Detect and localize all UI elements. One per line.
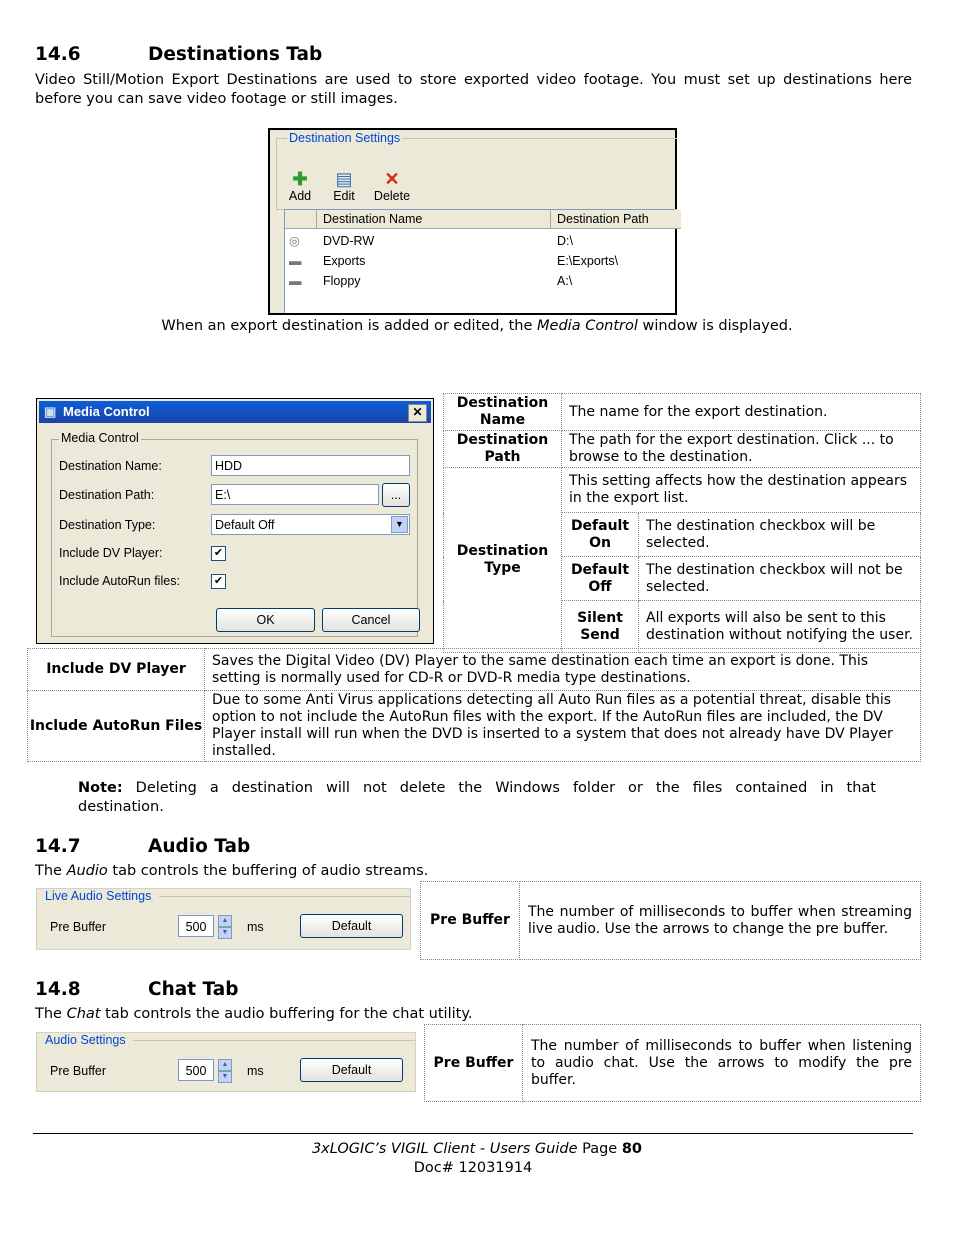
dialog-title: Media Control [63, 404, 150, 419]
include-dv-player-checkbox[interactable]: ✔ [211, 546, 226, 561]
pre-buffer-input[interactable]: 500 [178, 1059, 214, 1081]
column-header-name[interactable]: Destination Name [317, 210, 551, 229]
pre-buffer-header: Pre Buffer [421, 882, 520, 960]
pre-buffer-desc: The number of milliseconds to buffer when listening to audio chat. Use the arrows to modify the pre buffer. [523, 1025, 921, 1102]
include-autorun-label: Include AutoRun files: [59, 574, 180, 588]
group-label: Destination Settings [289, 131, 401, 145]
include-dv-player-label: Include DV Player: [59, 546, 163, 560]
audio-intro [35, 863, 428, 879]
destination-path-label: Destination Path: [59, 488, 155, 502]
destination-path: E:\Exports\ [557, 254, 619, 268]
section-title: Audio Tab [148, 836, 251, 857]
table-row [28, 649, 921, 691]
delete-button[interactable] [372, 169, 412, 203]
destination-type-value: Default Off [215, 518, 275, 532]
destination-settings-group [276, 131, 677, 210]
section-number: 14.6 [35, 44, 81, 65]
pre-buffer-input[interactable]: 500 [178, 915, 214, 937]
list-item[interactable] [285, 251, 675, 271]
group-label: Audio Settings [45, 1033, 129, 1047]
include-autorun-header: Include AutoRun Files [28, 691, 205, 762]
pre-buffer-spinner[interactable] [218, 915, 232, 937]
destination-name-desc: The name for the export destination. [562, 394, 921, 431]
silent-send-header: Silent Send [562, 601, 639, 653]
arrow-up-icon[interactable]: ▲ [218, 915, 232, 927]
media-control-caption [0, 318, 954, 334]
dialog-titlebar [39, 401, 431, 423]
caption-emphasis: Media Control [537, 318, 638, 334]
default-off-header: Default Off [562, 557, 639, 601]
destination-name: Floppy [323, 274, 361, 288]
footer-title [0, 1141, 954, 1157]
section-number: 14.8 [35, 979, 81, 1000]
destination-fields-table [443, 393, 921, 653]
list-header-blank [285, 210, 317, 229]
section-number: 14.7 [35, 836, 81, 857]
destination-path-desc: The path for the export destination. Click ... to browse to the destination. [562, 431, 921, 468]
table-row [28, 691, 921, 762]
list-item[interactable] [285, 231, 675, 251]
page-number: 80 [621, 1141, 643, 1157]
include-dv-player-header: Include DV Player [28, 649, 205, 691]
chat-pre-buffer-table [424, 1024, 921, 1102]
include-autorun-checkbox[interactable]: ✔ [211, 574, 226, 589]
delete-label: Delete [373, 189, 411, 203]
destination-settings-screenshot [268, 128, 677, 315]
section-title: Chat Tab [148, 979, 239, 1000]
arrow-down-icon[interactable]: ▼ [218, 1071, 232, 1083]
chevron-down-icon[interactable]: ▼ [391, 516, 408, 533]
destination-name-header: Destination Name [444, 394, 562, 431]
note-text: Deleting a destination will not delete the Windows folder or the files contained in that destination. [78, 780, 876, 815]
add-button[interactable] [280, 169, 320, 203]
note-paragraph [78, 779, 876, 817]
destinations-intro: Video Still/Motion Export Destinations are used to store exported video footage. You must set up destinations here before you can save video footage or still images. [35, 72, 912, 107]
arrow-down-icon[interactable]: ▼ [218, 927, 232, 939]
caption-text: When an export destination is added or edited, the [161, 318, 538, 334]
include-options-table [27, 648, 921, 762]
floppy-drive-icon: ▬ [289, 274, 302, 288]
destination-type-desc: This setting affects how the destination appears in the export list. [562, 468, 921, 513]
destination-list [284, 209, 675, 313]
edit-label: Edit [333, 189, 355, 203]
destination-type-label: Destination Type: [59, 518, 156, 532]
group-rule [133, 1040, 415, 1041]
default-on-desc: The destination checkbox will be selected. [639, 513, 921, 557]
intro-emphasis: Chat [66, 1006, 101, 1022]
audio-settings-screenshot [36, 1032, 416, 1092]
destination-name: DVD-RW [323, 234, 375, 248]
destination-name: Exports [323, 254, 366, 268]
default-button[interactable]: Default [300, 1058, 403, 1082]
silent-send-desc: All exports will also be sent to this destination without notifying the user. [639, 601, 921, 653]
intro-emphasis: Audio [66, 863, 108, 879]
footer-rule [33, 1133, 913, 1134]
intro-text-end: tab controls the buffering of audio streams. [107, 863, 429, 879]
intro-text: The [35, 863, 67, 879]
caption-text-end: window is displayed. [637, 318, 793, 334]
list-item[interactable] [285, 271, 675, 291]
intro-text-end: tab controls the audio buffering for the chat utility. [100, 1006, 473, 1022]
page-word: Page [577, 1141, 622, 1157]
table-row [444, 431, 921, 468]
destination-path: A:\ [557, 274, 573, 288]
table-row [421, 882, 921, 960]
note-label: Note: [78, 780, 123, 796]
edit-button[interactable] [324, 169, 364, 203]
column-header-path[interactable]: Destination Path [551, 210, 681, 229]
arrow-up-icon[interactable]: ▲ [218, 1059, 232, 1071]
default-button[interactable]: Default [300, 914, 403, 938]
group-label: Media Control [61, 431, 139, 445]
table-row [444, 468, 921, 513]
pre-buffer-label: Pre Buffer [50, 1064, 107, 1078]
guide-name: 3xLOGIC’s VIGIL Client - Users Guide [311, 1141, 578, 1157]
include-dv-player-desc: Saves the Digital Video (DV) Player to the same destination each time an export is done. This setting is normally used for CD-R or DVD-R media type destinations. [205, 649, 921, 691]
default-on-header: Default On [562, 513, 639, 557]
intro-text: The [35, 1006, 67, 1022]
section-heading-14-6 [35, 44, 322, 65]
destination-path-header: Destination Path [444, 431, 562, 468]
media-control-app-icon: ▣ [44, 404, 57, 419]
table-row [444, 394, 921, 431]
add-label: Add [288, 189, 312, 203]
section-heading-14-8 [35, 979, 238, 1000]
table-row [425, 1025, 921, 1102]
destination-path: D:\ [557, 234, 573, 248]
media-control-dialog [36, 398, 434, 644]
footer-doc-number: Doc# 12031914 [413, 1160, 533, 1176]
section-title: Destinations Tab [148, 44, 323, 65]
group-rule [159, 896, 410, 897]
section-heading-14-7 [35, 836, 250, 857]
audio-pre-buffer-table [420, 881, 921, 960]
group-label: Live Audio Settings [45, 889, 154, 903]
destination-path-input[interactable]: E:\ [211, 484, 379, 505]
close-icon[interactable]: ✕ [408, 404, 427, 422]
delete-icon: ✕ [384, 169, 400, 189]
live-audio-settings-screenshot [36, 888, 411, 950]
cancel-button[interactable]: Cancel [322, 608, 420, 632]
destination-name-input[interactable]: HDD [211, 455, 410, 476]
default-off-desc: The destination checkbox will not be selected. [639, 557, 921, 601]
chat-intro [35, 1006, 472, 1022]
pre-buffer-desc: The number of milliseconds to buffer when streaming live audio. Use the arrows to change the pre buffer. [520, 882, 921, 960]
browse-button[interactable]: ... [382, 483, 410, 507]
hard-drive-icon: ▬ [289, 254, 302, 268]
destination-type-header: Destination Type [444, 468, 562, 653]
pre-buffer-unit: ms [247, 1064, 264, 1078]
dvd-drive-icon: ◎ [289, 234, 300, 248]
pre-buffer-unit: ms [247, 920, 264, 934]
add-icon: ✚ [292, 169, 308, 189]
destination-name-label: Destination Name: [59, 459, 162, 473]
pre-buffer-label: Pre Buffer [50, 920, 107, 934]
include-autorun-desc: Due to some Anti Virus applications detecting all Auto Run files as a potential threat, disable this option to not include the AutoRun files with the export. If the AutoRun files are included, the DV Player install will run when the DVD is inserted to a system that does not already have DV Player installed. [205, 691, 921, 762]
ok-button[interactable]: OK [216, 608, 315, 632]
destination-type-select[interactable] [211, 514, 410, 535]
pre-buffer-header: Pre Buffer [425, 1025, 523, 1102]
pre-buffer-spinner[interactable] [218, 1059, 232, 1081]
edit-icon: ▤ [335, 169, 353, 189]
